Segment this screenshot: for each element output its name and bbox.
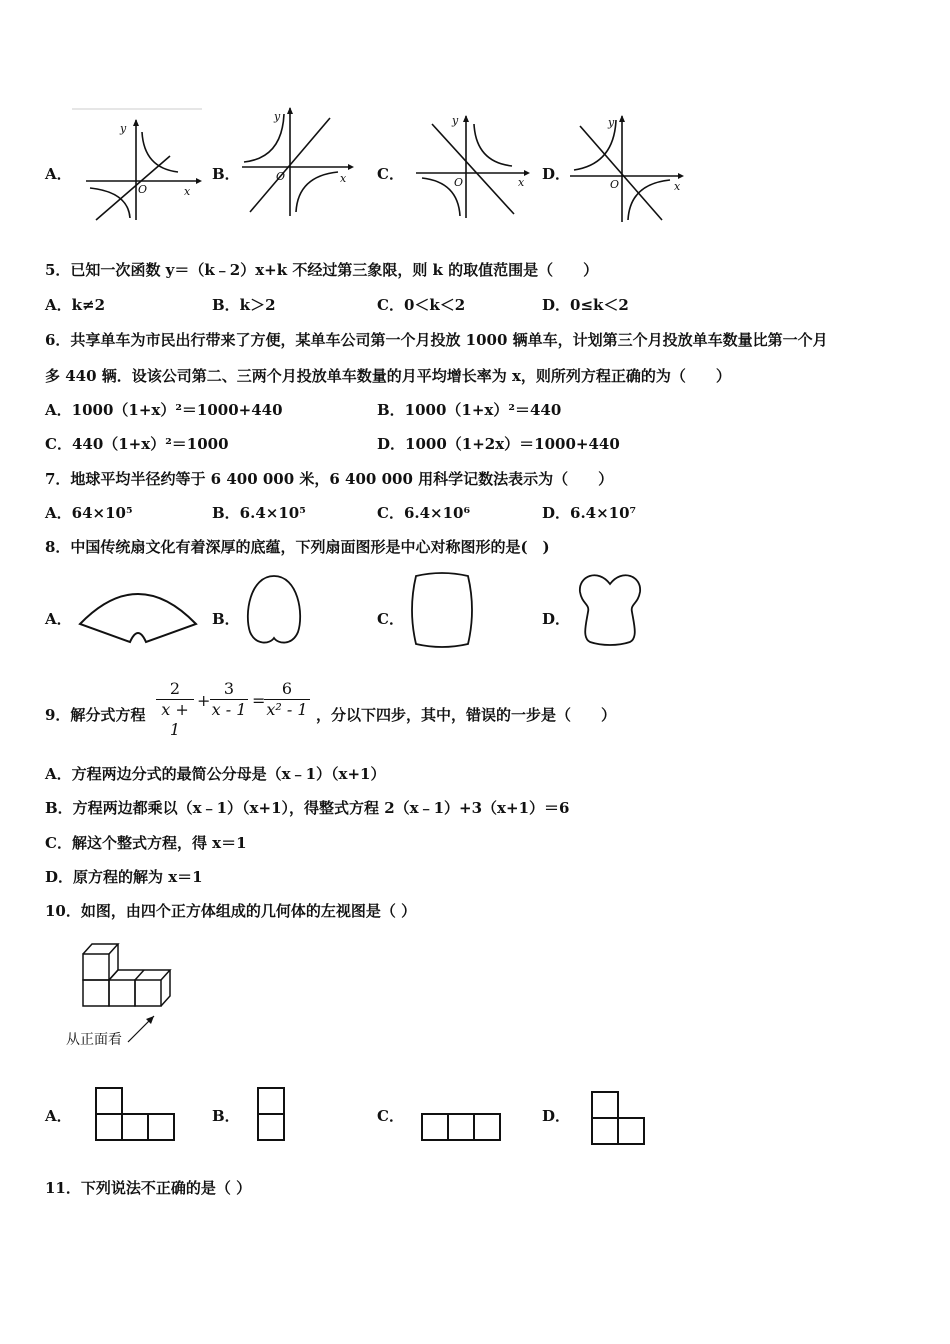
q9-stem-suffix: ，分以下四步，其中，错误的一步是（ ）	[316, 706, 617, 724]
q6-option-b: B．1000（1+x）²＝440	[377, 401, 562, 419]
q4-option-a-label: A．	[45, 165, 72, 183]
q9-frac3-denominator: x² - 1	[266, 700, 308, 719]
q8-option-a-label: A．	[45, 610, 72, 628]
q10-option-b-label: B．	[212, 1107, 240, 1125]
q10-view-d	[590, 1090, 648, 1148]
q9-frac2-denominator: x - 1	[211, 700, 247, 719]
q7-option-b: B．6.4×10⁵	[212, 504, 306, 522]
q9-fraction-1	[156, 679, 194, 740]
q7-stem: 7．地球平均半径约等于 6 400 000 米，6 400 000 用科学记数法表示为（ ）	[45, 470, 614, 488]
q8-option-b-label: B．	[212, 610, 240, 628]
q10-solid-figure	[80, 940, 180, 1010]
q5-option-b: B．k＞2	[212, 296, 276, 314]
q10-view-label: 从正面看	[66, 1032, 122, 1048]
q4-graph-c	[412, 110, 536, 220]
q4-a-axis-x: x	[184, 185, 191, 198]
q8-fan-shape-d	[576, 572, 644, 646]
q9-frac3-numerator: 6	[264, 679, 310, 700]
q6-stem-line1: 6．共享单车为市民出行带来了方便，某单车公司第一个月投放 1000 辆单车，计划第三个月投放单车数量比第一个月	[45, 331, 828, 349]
q8-fan-shape-b	[244, 574, 304, 646]
q10-view-b	[256, 1086, 288, 1144]
q10-stem: 10．如图，由四个正方体组成的几何体的左视图是（ ）	[45, 902, 417, 920]
q7-option-a: A．64×10⁵	[45, 504, 133, 522]
q9-option-b: B．方程两边都乘以（x﹣1）（x+1），得整式方程 2（x﹣1）+3（x+1）＝6	[45, 799, 570, 817]
q4-d-origin: O	[610, 178, 620, 191]
q5-stem: 5．已知一次函数 y＝（k﹣2）x+k 不经过第三象限，则 k 的取值范围是（ ）	[45, 261, 599, 279]
q5-option-a: A．k≠2	[45, 296, 106, 314]
q6-option-c: C．440（1+x）²＝1000	[45, 435, 229, 453]
q10-view-a	[94, 1086, 178, 1142]
q4-graph-d	[566, 110, 690, 224]
q4-b-origin: O	[276, 170, 286, 183]
q4-option-d-label: D．	[542, 165, 571, 183]
q8-option-c-label: C．	[377, 610, 404, 628]
q9-option-c: C．解这个整式方程，得 x＝1	[45, 834, 247, 852]
q4-c-axis-x: x	[518, 176, 525, 189]
q9-frac1-numerator: 2	[156, 679, 194, 700]
q10-option-a-label: A．	[45, 1107, 72, 1125]
q4-option-c-label: C．	[377, 165, 404, 183]
q7-option-d: D．6.4×10⁷	[542, 504, 637, 522]
q10-view-arrow	[126, 1012, 158, 1044]
q10-option-d-label: D．	[542, 1107, 571, 1125]
q9-frac1-denominator: x + 1	[161, 700, 189, 739]
q4-option-b-label: B．	[212, 165, 240, 183]
q4-graph-b	[236, 100, 360, 218]
q9-stem-prefix: 9．解分式方程	[45, 706, 146, 724]
q8-fan-shape-a	[76, 580, 200, 644]
q4-graph-a	[72, 108, 202, 223]
q9-frac2-numerator: 3	[210, 679, 248, 700]
q9-option-d: D．原方程的解为 x＝1	[45, 868, 203, 886]
q9-plus-sign: +	[197, 691, 211, 710]
q6-option-d: D．1000（1+2x）＝1000+440	[377, 435, 620, 453]
q4-d-axis-x: x	[674, 180, 681, 193]
q5-option-d: D．0≤k＜2	[542, 296, 629, 314]
q9-fraction-3	[264, 679, 310, 720]
q7-option-c: C．6.4×10⁶	[377, 504, 471, 522]
q8-option-d-label: D．	[542, 610, 571, 628]
q11-stem: 11．下列说法不正确的是（ ）	[45, 1179, 252, 1197]
q9-option-a: A．方程两边分式的最简公分母是（x﹣1）（x+1）	[45, 765, 386, 783]
q10-view-c	[420, 1112, 504, 1144]
q4-b-axis-x: x	[340, 172, 347, 185]
q4-a-axis-y: y	[120, 122, 127, 135]
q4-b-axis-y: y	[274, 110, 281, 123]
q6-option-a: A．1000（1+x）²＝1000+440	[45, 401, 283, 419]
q6-stem-line2: 多 440 辆．设该公司第二、三两个月投放单车数量的月平均增长率为 x，则所列方程正确的为（ ）	[45, 367, 731, 385]
q4-c-axis-y: y	[452, 114, 459, 127]
q4-c-origin: O	[454, 176, 464, 189]
q8-fan-shape-c	[408, 572, 476, 648]
q5-option-c: C．0＜k＜2	[377, 296, 466, 314]
q4-d-axis-y: y	[608, 116, 615, 129]
q9-fraction-2	[210, 679, 248, 720]
q4-a-origin: O	[138, 183, 148, 196]
q9-equals-sign: =	[252, 691, 266, 710]
q10-option-c-label: C．	[377, 1107, 404, 1125]
q8-stem: 8．中国传统扇文化有着深厚的底蕴，下列扇面图形是中心对称图形的是( )	[45, 538, 550, 556]
